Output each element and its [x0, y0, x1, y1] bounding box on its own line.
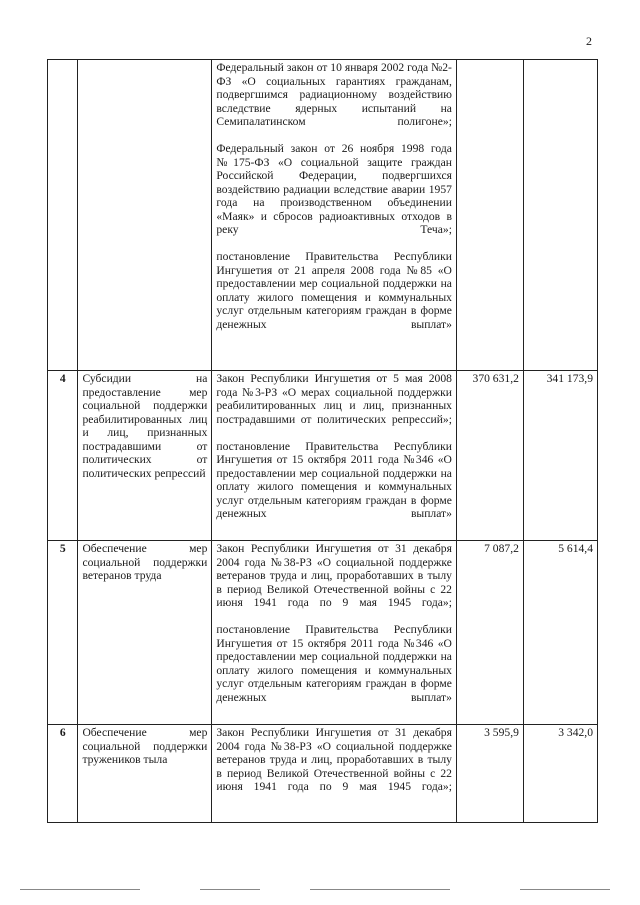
- table-row: [48, 371, 598, 541]
- legal-basis-item: постановление Правительства Республики Ингушетия от 15 октября 2011 года №346 «О предоставлении мер социальной поддержки на оплату жилого помещения и коммунальных услуг отдельным категориям граждан в форме денежных выплат»: [216, 623, 452, 704]
- table-row: [48, 725, 598, 823]
- legal-basis-item: Федеральный закон от 10 января 2002 года №2-ФЗ «О социальных гарантиях гражданам, подвергшимся радиационному воздействию вследствие ядерных испытаний на Семипалатинском полигоне»;: [216, 61, 452, 128]
- amount-planned: 370 631,2: [456, 371, 523, 541]
- legal-basis-item: постановление Правительства Республики Ингушетия от 21 апреля 2008 года №85 «О предоставлении мер социальной поддержки на оплату жилого помещения и коммунальных услуг отдельным категориям граждан в форме денежных выплат»: [216, 250, 452, 331]
- measure-name: Обеспечение мер социальной поддержки тружеников тыла: [78, 725, 212, 823]
- amount-actual: [523, 60, 597, 371]
- page-number: 2: [586, 34, 592, 48]
- legal-basis-item: Закон Республики Ингушетия от 31 декабря 2004 года №38-РЗ «О социальной поддержке ветеранов труда и лиц, проработавших в тылу в период Великой Отечественной войны с 22 июня 1941 года по 9 мая 1945 года»;: [216, 542, 452, 609]
- legal-basis-item: постановление Правительства Республики Ингушетия от 15 октября 2011 года №346 «О предоставлении мер социальной поддержки на оплату жилого помещения и коммунальных услуг отдельным категориям граждан в форме денежных выплат»: [216, 439, 452, 520]
- legal-basis-item: Закон Республики Ингушетия от 31 декабря 2004 года №38-РЗ «О социальной поддержке ветеранов труда и лиц, проработавших в тылу в период Великой Отечественной войны с 22 июня 1941 года по 9 мая 1945 года»;: [216, 726, 452, 793]
- row-number: 5: [48, 541, 78, 725]
- amount-actual: 341 173,9: [523, 371, 597, 541]
- legal-basis-item: Закон Республики Ингушетия от 5 мая 2008 года №3-РЗ «О мерах социальной поддержки реабилитированных лиц и лиц, признанных пострадавшими от политических репрессий»;: [216, 372, 452, 426]
- measure-name: [78, 60, 212, 371]
- scan-artifact-line: [0, 889, 640, 891]
- legal-basis: [212, 725, 457, 823]
- legal-basis: [212, 371, 457, 541]
- row-number: 6: [48, 725, 78, 823]
- table-row: [48, 541, 598, 725]
- measure-name: Субсидии на предоставление мер социальной поддержки реабилитированных лиц и лиц, признанных пострадавшими от политических от политических репрессий: [78, 371, 212, 541]
- legal-basis: [212, 60, 457, 371]
- measure-name: Обеспечение мер социальной поддержки ветеранов труда: [78, 541, 212, 725]
- table-row: [48, 60, 598, 371]
- amount-actual: 5 614,4: [523, 541, 597, 725]
- row-number: 4: [48, 371, 78, 541]
- measures-table: [47, 59, 598, 823]
- amount-actual: 3 342,0: [523, 725, 597, 823]
- legal-basis-item: Федеральный закон от 26 ноября 1998 года №175-ФЗ «О социальной защите граждан Российской Федерации, подвергшихся воздействию радиации вследствие аварии 1957 года на производственном объединении «Маяк» и сбросов радиоактивных отходов в реку Теча»;: [216, 142, 452, 236]
- legal-basis: [212, 541, 457, 725]
- amount-planned: [456, 60, 523, 371]
- amount-planned: 7 087,2: [456, 541, 523, 725]
- amount-planned: 3 595,9: [456, 725, 523, 823]
- row-number: [48, 60, 78, 371]
